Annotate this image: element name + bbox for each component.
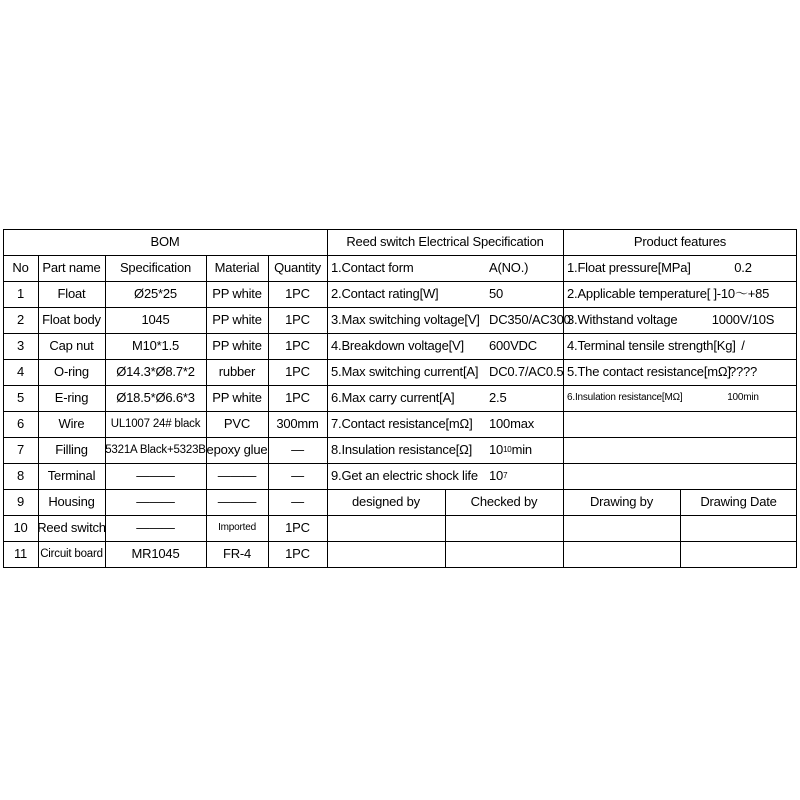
- electrical-spec-label: 7.Contact resistance[mΩ]: [331, 416, 473, 431]
- bom-cell: 1045: [141, 312, 170, 327]
- bom-header-specification: Specification: [119, 260, 192, 275]
- bom-cell: 1PC: [285, 286, 310, 301]
- product-title: Product features: [633, 234, 727, 249]
- electrical-title: Reed switch Electrical Specification: [346, 234, 544, 249]
- electrical-spec-value: [487, 437, 563, 463]
- product-feature-value: /: [741, 338, 745, 353]
- bom-cell: Filling: [55, 442, 88, 457]
- bom-cell: 8: [16, 468, 25, 483]
- bom-cell: 9: [16, 494, 25, 509]
- bom-cell: UL1007 24# black: [110, 418, 201, 430]
- electrical-spec-value: 50: [489, 286, 504, 301]
- bom-header-material: Material: [214, 260, 260, 275]
- bom-cell: 3: [16, 338, 25, 353]
- bom-header-part-name: Part name: [42, 260, 101, 275]
- bom-cell: O-ring: [54, 364, 89, 379]
- bom-cell: 1PC: [285, 390, 310, 405]
- bom-cell: Float body: [42, 312, 101, 327]
- product-feature-value: 100min: [727, 392, 759, 403]
- product-feature-label: 1.Float pressure[MPa]: [567, 260, 691, 275]
- bom-cell: PP white: [212, 338, 262, 353]
- designed-by-label: designed by: [352, 494, 420, 509]
- bom-cell: Circuit board: [40, 548, 103, 560]
- bom-cell: Wire: [58, 416, 85, 431]
- bom-cell: PP white: [212, 390, 262, 405]
- electrical-spec-value: 2.5: [489, 390, 507, 405]
- bom-cell: 1: [16, 286, 25, 301]
- bom-cell: Ø18.5*Ø6.6*3: [116, 390, 195, 405]
- bom-cell: 10: [13, 520, 28, 535]
- value-exponent: 10: [503, 445, 512, 454]
- electrical-spec-value: A(NO.): [489, 260, 529, 275]
- bom-cell: 7: [16, 442, 25, 457]
- bom-cell: M10*1.5: [131, 338, 180, 353]
- bom-cell: Float: [57, 286, 86, 301]
- bom-cell: 5321A Black+5323B: [105, 444, 206, 456]
- value-suffix: min: [511, 442, 532, 457]
- bom-cell: Imported: [218, 522, 256, 533]
- product-feature-label: 6.Insulation resistance[MΩ]: [567, 392, 683, 403]
- electrical-spec-label: 4.Breakdown voltage[V]: [331, 338, 464, 353]
- bom-cell: Cap nut: [49, 338, 94, 353]
- electrical-spec-label: 1.Contact form: [331, 260, 414, 275]
- drawing-by-label: Drawing by: [589, 494, 654, 509]
- electrical-spec-label: 9.Get an electric shock life: [331, 468, 478, 483]
- electrical-spec-label: 3.Max switching voltage[V]: [331, 312, 480, 327]
- bom-cell: 5: [16, 390, 25, 405]
- bom-cell: —: [291, 442, 304, 457]
- electrical-spec-label: 8.Insulation resistance[Ω]: [331, 442, 473, 457]
- bom-cell: Ø14.3*Ø8.7*2: [116, 364, 195, 379]
- bom-cell: Housing: [48, 494, 95, 509]
- value-base: 10: [489, 468, 504, 483]
- bom-cell: 1PC: [285, 520, 310, 535]
- electrical-spec-label: 2.Contact rating[W]: [331, 286, 439, 301]
- product-feature-label: 3.Withstand voltage: [567, 312, 678, 327]
- bom-cell: PP white: [212, 312, 262, 327]
- bom-cell: Terminal: [47, 468, 96, 483]
- product-feature-label: 2.Applicable temperature[ ]: [567, 286, 717, 301]
- bom-cell: —: [291, 494, 304, 509]
- electrical-spec-value: 600VDC: [489, 338, 537, 353]
- electrical-spec-label: 6.Max carry current[A]: [331, 390, 455, 405]
- bom-title: BOM: [150, 234, 180, 249]
- bom-cell: FR-4: [222, 546, 252, 561]
- bom-cell: ———: [217, 494, 257, 509]
- product-feature-label: 4.Terminal tensile strength[Kg]: [567, 338, 736, 353]
- value-base: 10: [489, 442, 504, 457]
- product-feature-value: 1000V/10S: [711, 312, 775, 327]
- bom-cell: —: [291, 468, 304, 483]
- bom-cell: Reed switch: [37, 520, 106, 535]
- bom-header-quantity: Quantity: [274, 260, 321, 275]
- checked-by-label: Checked by: [470, 494, 538, 509]
- bom-cell: 2: [16, 312, 25, 327]
- bom-header-no: No: [12, 260, 29, 275]
- bom-cell: 11: [13, 546, 28, 561]
- value-exponent: 7: [503, 471, 508, 480]
- product-feature-value: -10～+85: [716, 286, 770, 301]
- bom-cell: 1PC: [285, 364, 310, 379]
- bom-cell: 1PC: [285, 338, 310, 353]
- spec-sheet-table: [3, 229, 797, 568]
- product-feature-label: 5.The contact resistance[mΩ]: [567, 364, 731, 379]
- bom-cell: 4: [16, 364, 25, 379]
- bom-cell: 6: [16, 416, 25, 431]
- bom-cell: PP white: [212, 286, 262, 301]
- bom-cell: MR1045: [131, 546, 180, 561]
- electrical-spec-value: [487, 463, 563, 489]
- electrical-spec-value: DC350/AC300: [489, 312, 571, 327]
- bom-cell: ———: [217, 468, 257, 483]
- electrical-spec-value: DC0.7/AC0.5: [489, 364, 564, 379]
- electrical-spec-label: 5.Max switching current[A]: [331, 364, 479, 379]
- bom-cell: ———: [136, 494, 175, 509]
- bom-cell: epoxy glue: [206, 442, 268, 457]
- bom-cell: E-ring: [54, 390, 89, 405]
- bom-cell: ———: [136, 520, 175, 535]
- electrical-spec-value: 100max: [489, 416, 535, 431]
- bom-cell: Ø25*25: [134, 286, 177, 301]
- product-feature-value: 0.2: [734, 260, 752, 275]
- drawing-date-label: Drawing Date: [700, 494, 777, 509]
- bom-cell: rubber: [218, 364, 256, 379]
- bom-cell: PVC: [223, 416, 251, 431]
- bom-cell: ———: [136, 468, 175, 483]
- bom-cell: 1PC: [285, 546, 310, 561]
- bom-cell: 1PC: [285, 312, 310, 327]
- product-feature-value: ????: [728, 364, 758, 379]
- bom-cell: 300mm: [276, 416, 319, 431]
